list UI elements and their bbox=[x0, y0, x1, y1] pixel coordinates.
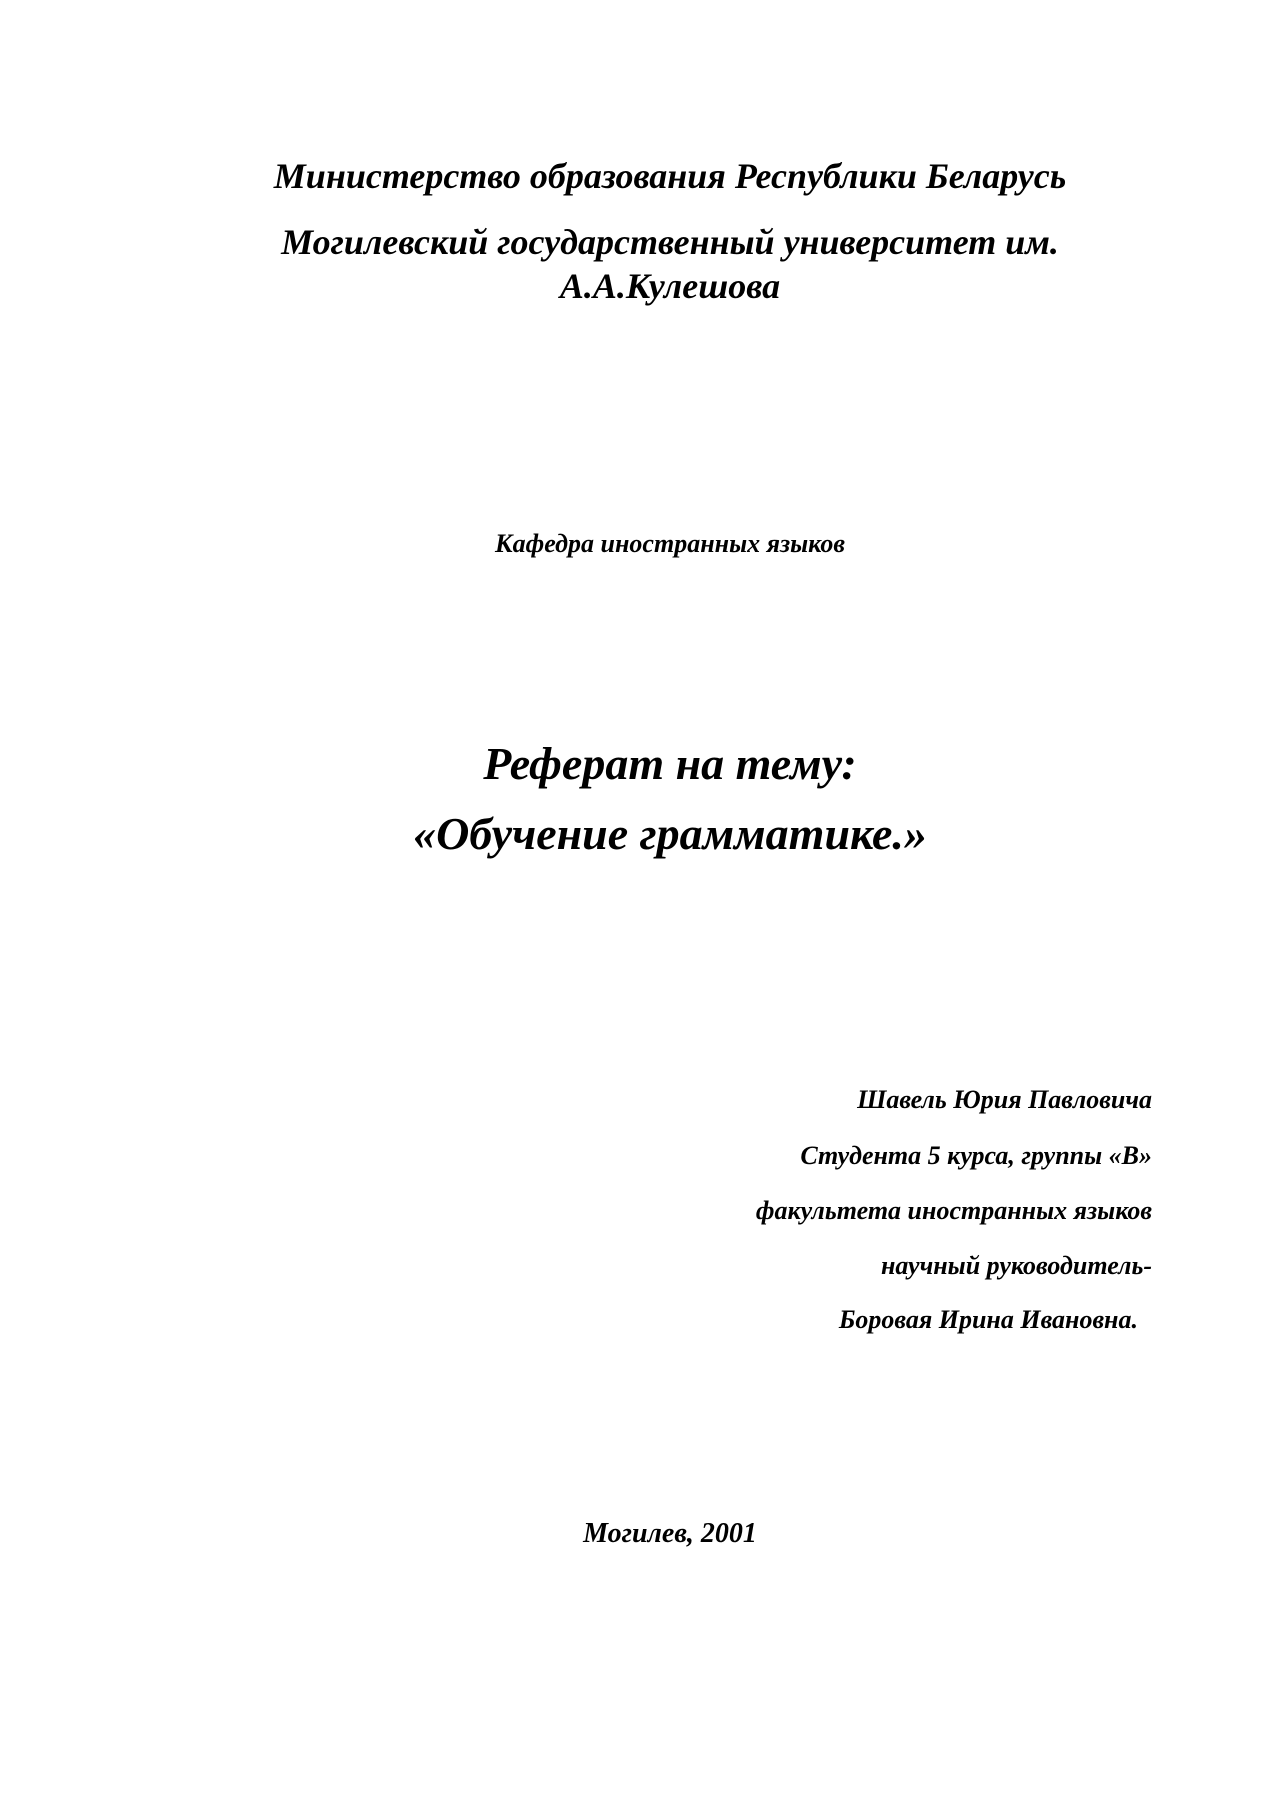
essay-topic: «Обучение грамматике.» bbox=[413, 808, 927, 859]
supervisor-name: Боровая Ирина Ивановна. bbox=[838, 1305, 1138, 1334]
supervisor-label: научный руководитель- bbox=[880, 1251, 1152, 1280]
author-faculty: факультета иностранных языков bbox=[755, 1196, 1152, 1225]
essay-title: Реферат на тему: bbox=[483, 738, 857, 789]
author-name: Шавель Юрия Павловича bbox=[857, 1085, 1152, 1114]
city-and-year: Могилев, 2001 bbox=[583, 1518, 757, 1549]
ministry-heading: Министерство образования Республики Беларусь bbox=[273, 156, 1067, 196]
university-heading-continued: А.А.Кулешова bbox=[559, 266, 781, 306]
department-name: Кафедра иностранных языков bbox=[495, 529, 845, 558]
author-course: Студента 5 курса, группы «В» bbox=[800, 1141, 1152, 1170]
university-heading: Могилевский государственный университет им. bbox=[281, 222, 1059, 262]
